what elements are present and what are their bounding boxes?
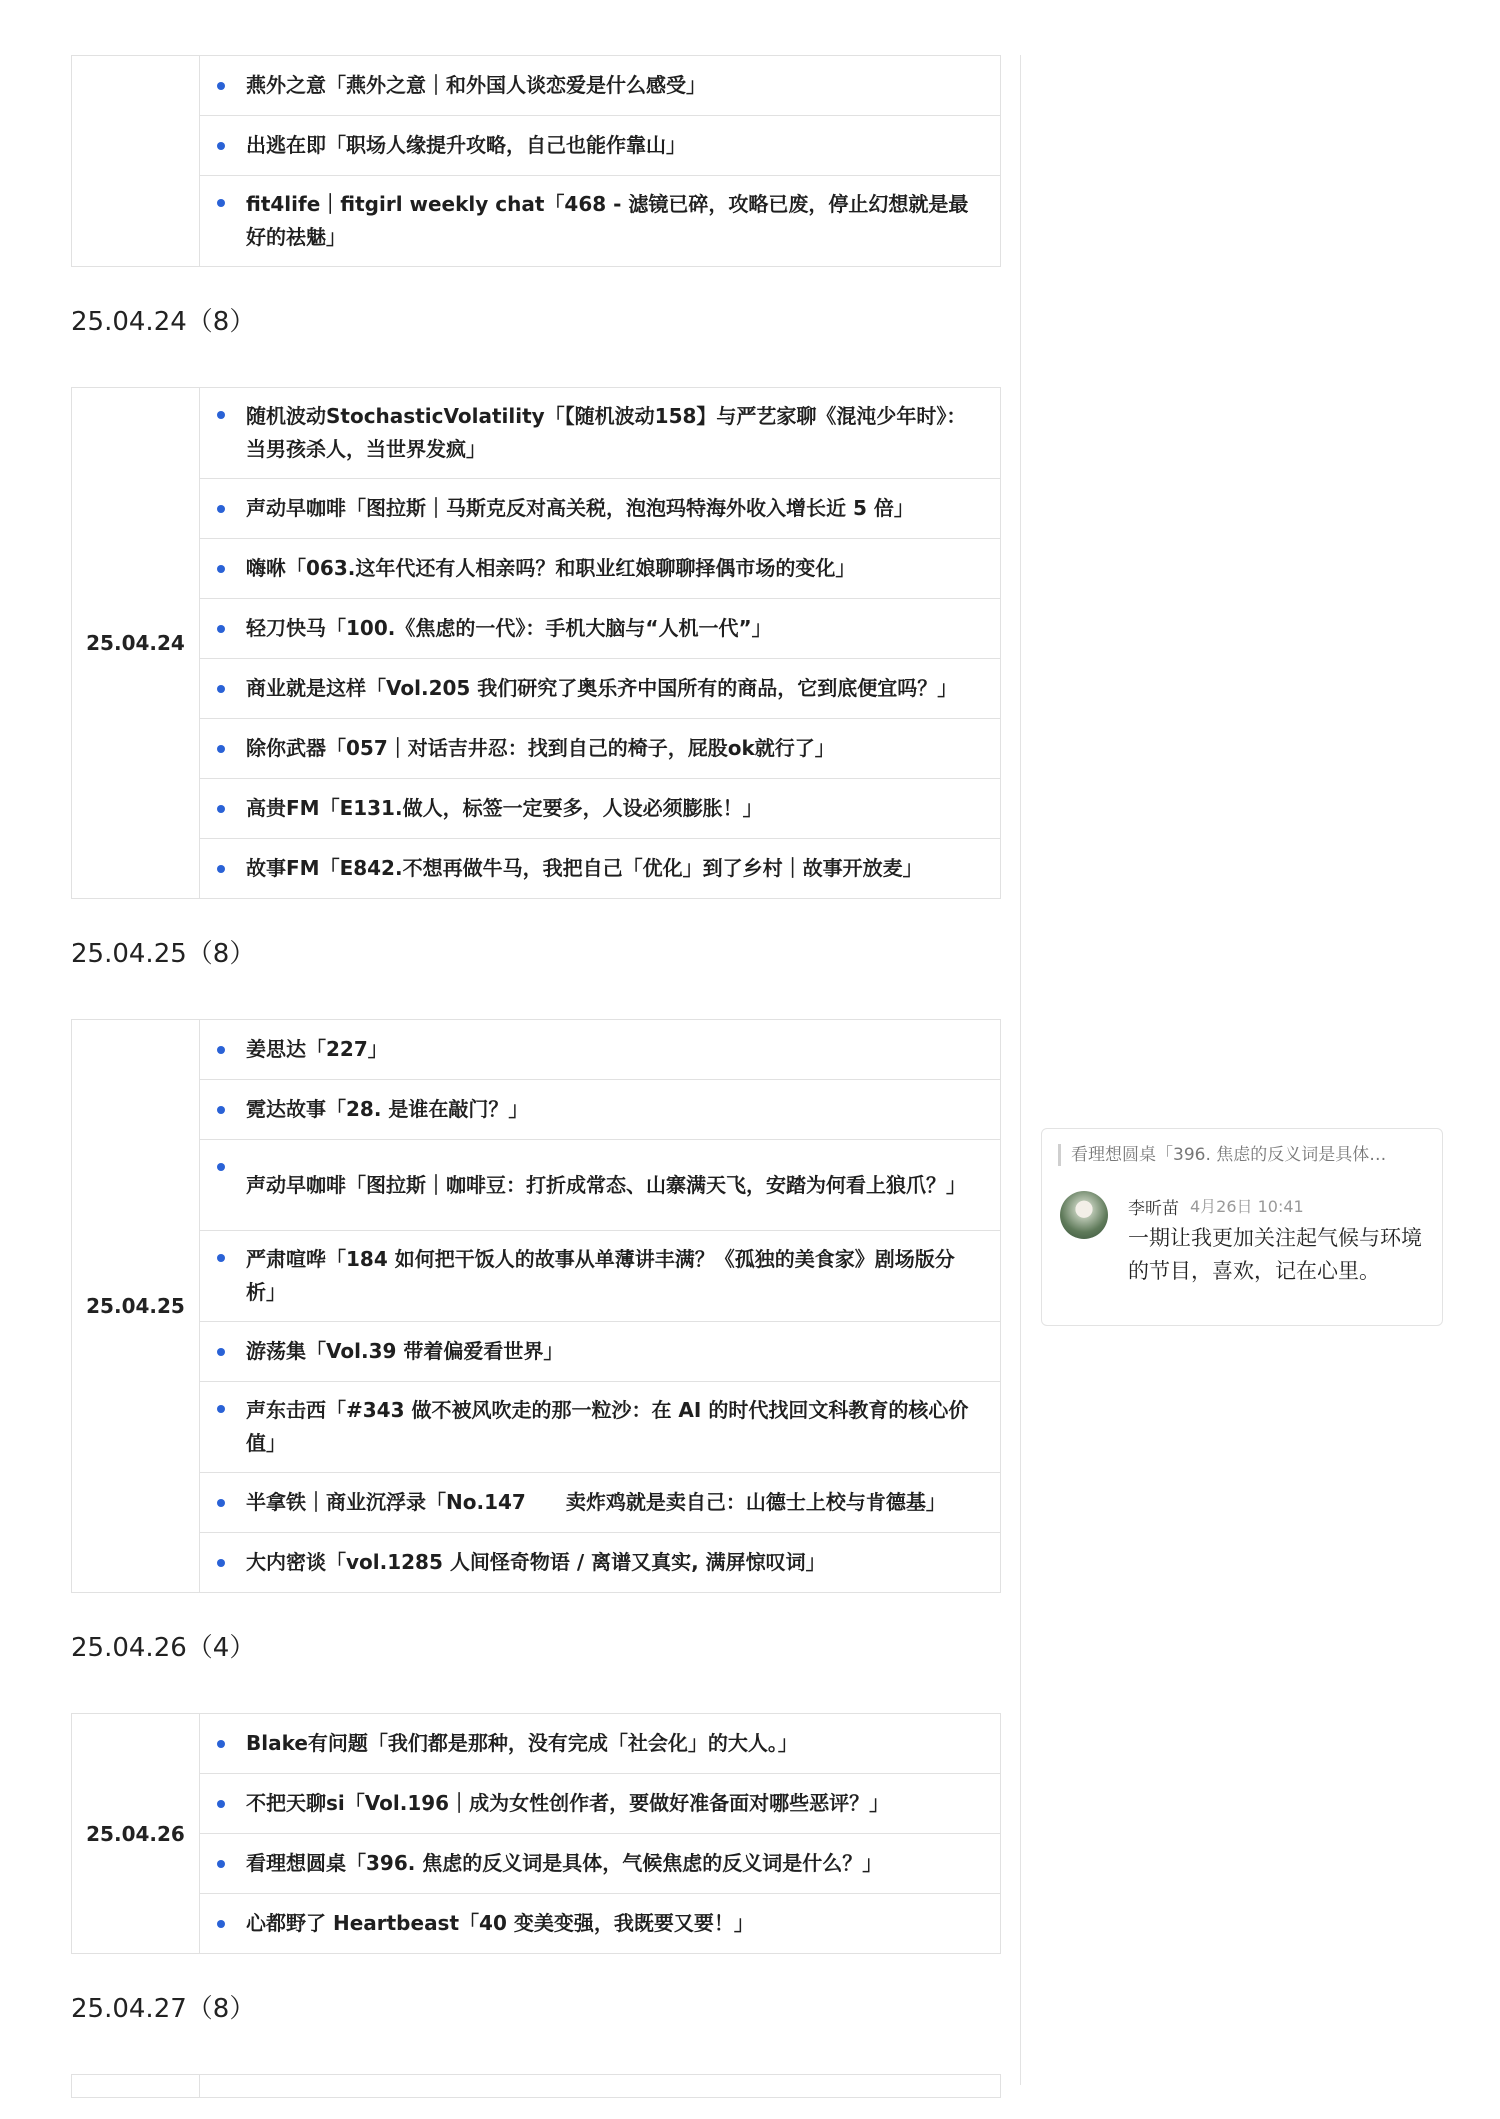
episode-title: 燕外之意「燕外之意｜和外国人谈恋爱是什么感受」 [246,73,706,97]
bullet-icon [217,1860,225,1868]
list-item[interactable] [200,659,1001,719]
bullet-icon [217,565,225,573]
table-row [72,539,1001,599]
list-item[interactable] [200,1714,1001,1774]
bullet-icon [217,1046,225,1054]
bullet-icon [217,1740,225,1748]
day-table [71,1019,1001,1593]
bullet-icon [217,1254,225,1262]
episode-title: 看理想圆桌「396. 焦虑的反义词是具体，气候焦虑的反义词是什么？」 [246,1851,883,1875]
date-cell: 25.04.26 [72,1714,200,1954]
table-row [72,599,1001,659]
bullet-icon [217,1800,225,1808]
list-item[interactable] [200,839,1001,899]
bullet-icon [217,411,225,419]
item-cell [200,2075,1001,2098]
list-item[interactable] [200,1382,1001,1473]
episode-title: 大内密谈「vol.1285 人间怪奇物语 / 离谱又真实, 满屏惊叹词」 [246,1550,826,1574]
date-heading: 25.04.25（8） [71,939,256,969]
episode-title: 严肃喧哗「184 如何把干饭人的故事从单薄讲丰满？《孤独的美食家》剧场版分析」 [246,1247,955,1304]
list-item[interactable] [200,1834,1001,1894]
table-row [72,839,1001,899]
list-item[interactable] [200,1894,1001,1954]
bullet-icon [217,1920,225,1928]
table-row [72,2075,1001,2098]
bullet-icon [217,1106,225,1114]
bullet-icon [217,505,225,513]
comment-card[interactable] [1041,1128,1443,1326]
list-item[interactable] [200,1140,1001,1231]
list-item[interactable] [200,599,1001,659]
table-row [72,1834,1001,1894]
episode-title: 出逃在即「职场人缘提升攻略，自己也能作靠山」 [246,133,686,157]
table-row [72,1080,1001,1140]
table-row [72,176,1001,267]
date-heading: 25.04.24（8） [71,307,256,337]
list-item[interactable] [200,1080,1001,1140]
table-row [72,1774,1001,1834]
table-row [72,1322,1001,1382]
table-row [72,388,1001,479]
list-item[interactable] [200,388,1001,479]
table-row [72,479,1001,539]
table-row [72,1231,1001,1322]
episode-title: 声动早咖啡「图拉斯｜咖啡豆：打折成常态、山寨满天飞，安踏为何看上狼爪？」 [246,1172,966,1197]
comment-timestamp: 4月26日 10:41 [1190,1197,1304,1216]
date-cell: 25.04.25 [72,1020,200,1593]
bullet-icon [217,142,225,150]
bullet-icon [217,865,225,873]
date-cell [72,2075,200,2098]
episode-title: 嗨咻「063.这年代还有人相亲吗？和职业红娘聊聊择偶市场的变化」 [246,556,856,580]
episode-title: 心都野了 Heartbeast「40 变美变强，我既要又要！」 [246,1911,754,1935]
list-item[interactable] [200,56,1001,116]
avatar[interactable] [1060,1191,1108,1239]
episode-title: 商业就是这样「Vol.205 我们研究了奥乐齐中国所有的商品，它到底便宜吗？」 [246,676,958,700]
list-item[interactable] [200,176,1001,267]
bullet-icon [217,1163,225,1171]
bullet-icon [217,1499,225,1507]
list-item[interactable] [200,1533,1001,1593]
table-row [72,56,1001,116]
comment-body: 一期让我更加关注起气候与环境的节目，喜欢，记在心里。 [1128,1226,1422,1283]
table-row [72,1020,1001,1080]
day-table [71,2074,1001,2098]
list-item[interactable] [200,479,1001,539]
date-cell [72,56,200,267]
episode-title: fit4life｜fitgirl weekly chat「468 - 滤镜已碎，攻略已废，停止幻想就是最好的祛魅」 [246,192,969,249]
bullet-icon [217,1348,225,1356]
list-item[interactable] [200,116,1001,176]
episode-title: 随机波动StochasticVolatility「【随机波动158】与严艺家聊《混沌少年时》：当男孩杀人，当世界发疯」 [246,404,967,461]
comment-quoted-reference[interactable]: 看理想圆桌「396. 焦虑的反义词是具体… [1058,1144,1428,1166]
table-row [72,1533,1001,1593]
day-table [71,1713,1001,1954]
bullet-icon [217,805,225,813]
list-item[interactable] [200,1473,1001,1533]
bullet-icon [217,82,225,90]
table-row [72,719,1001,779]
table-row [72,1473,1001,1533]
podcast-log-column [71,55,1001,2098]
date-heading: 25.04.27（8） [71,1994,256,2024]
episode-title: 不把天聊si「Vol.196｜成为女性创作者，要做好准备面对哪些恶评？」 [246,1791,890,1815]
table-row [72,659,1001,719]
episode-title: 姜思达「227」 [246,1037,388,1061]
bullet-icon [217,625,225,633]
bullet-icon [217,1559,225,1567]
episode-title: 半拿铁｜商业沉浮录「No.147 卖炸鸡就是卖自己：山德士上校与肯德基」 [246,1490,946,1514]
day-table [71,387,1001,899]
table-row [72,116,1001,176]
episode-title: Blake有问题「我们都是那种，没有完成「社会化」的大人。」 [246,1731,798,1755]
bullet-icon [217,199,225,207]
episode-title: 故事FM「E842.不想再做牛马，我把自己「优化」到了乡村｜故事开放麦」 [246,856,923,880]
table-row [72,779,1001,839]
episode-title: 游荡集「Vol.39 带着偏爱看世界」 [246,1339,564,1363]
list-item[interactable] [200,1774,1001,1834]
episode-title: 除你武器「057｜对话吉井忍：找到自己的椅子，屁股ok就行了」 [246,736,835,760]
date-heading: 25.04.26（4） [71,1633,256,1663]
table-row [72,1894,1001,1954]
episode-title: 高贵FM「E131.做人，标签一定要多，人设必须膨胀！」 [246,796,763,820]
comment-author: 李昕苗 [1128,1199,1179,1219]
column-divider [1020,55,1021,2085]
list-item[interactable] [200,1322,1001,1382]
bullet-icon [217,1405,225,1413]
bullet-icon [217,685,225,693]
episode-title: 霓达故事「28. 是谁在敲门？」 [246,1097,529,1121]
episode-title: 声动早咖啡「图拉斯｜马斯克反对高关税，泡泡玛特海外收入增长近 5 倍」 [246,496,914,520]
list-item[interactable] [200,719,1001,779]
table-row [72,1140,1001,1231]
list-item[interactable] [200,1231,1001,1322]
day-table [71,55,1001,267]
date-cell: 25.04.24 [72,388,200,899]
bullet-icon [217,745,225,753]
list-item[interactable] [200,1020,1001,1080]
table-row [72,1382,1001,1473]
episode-title: 声东击西「#343 做不被风吹走的那一粒沙：在 AI 的时代找回文科教育的核心价值」 [246,1398,969,1455]
table-row [72,1714,1001,1774]
episode-title: 轻刀快马「100.《焦虑的一代》：手机大脑与“人机一代”」 [246,616,772,640]
list-item[interactable] [200,539,1001,599]
list-item[interactable] [200,779,1001,839]
